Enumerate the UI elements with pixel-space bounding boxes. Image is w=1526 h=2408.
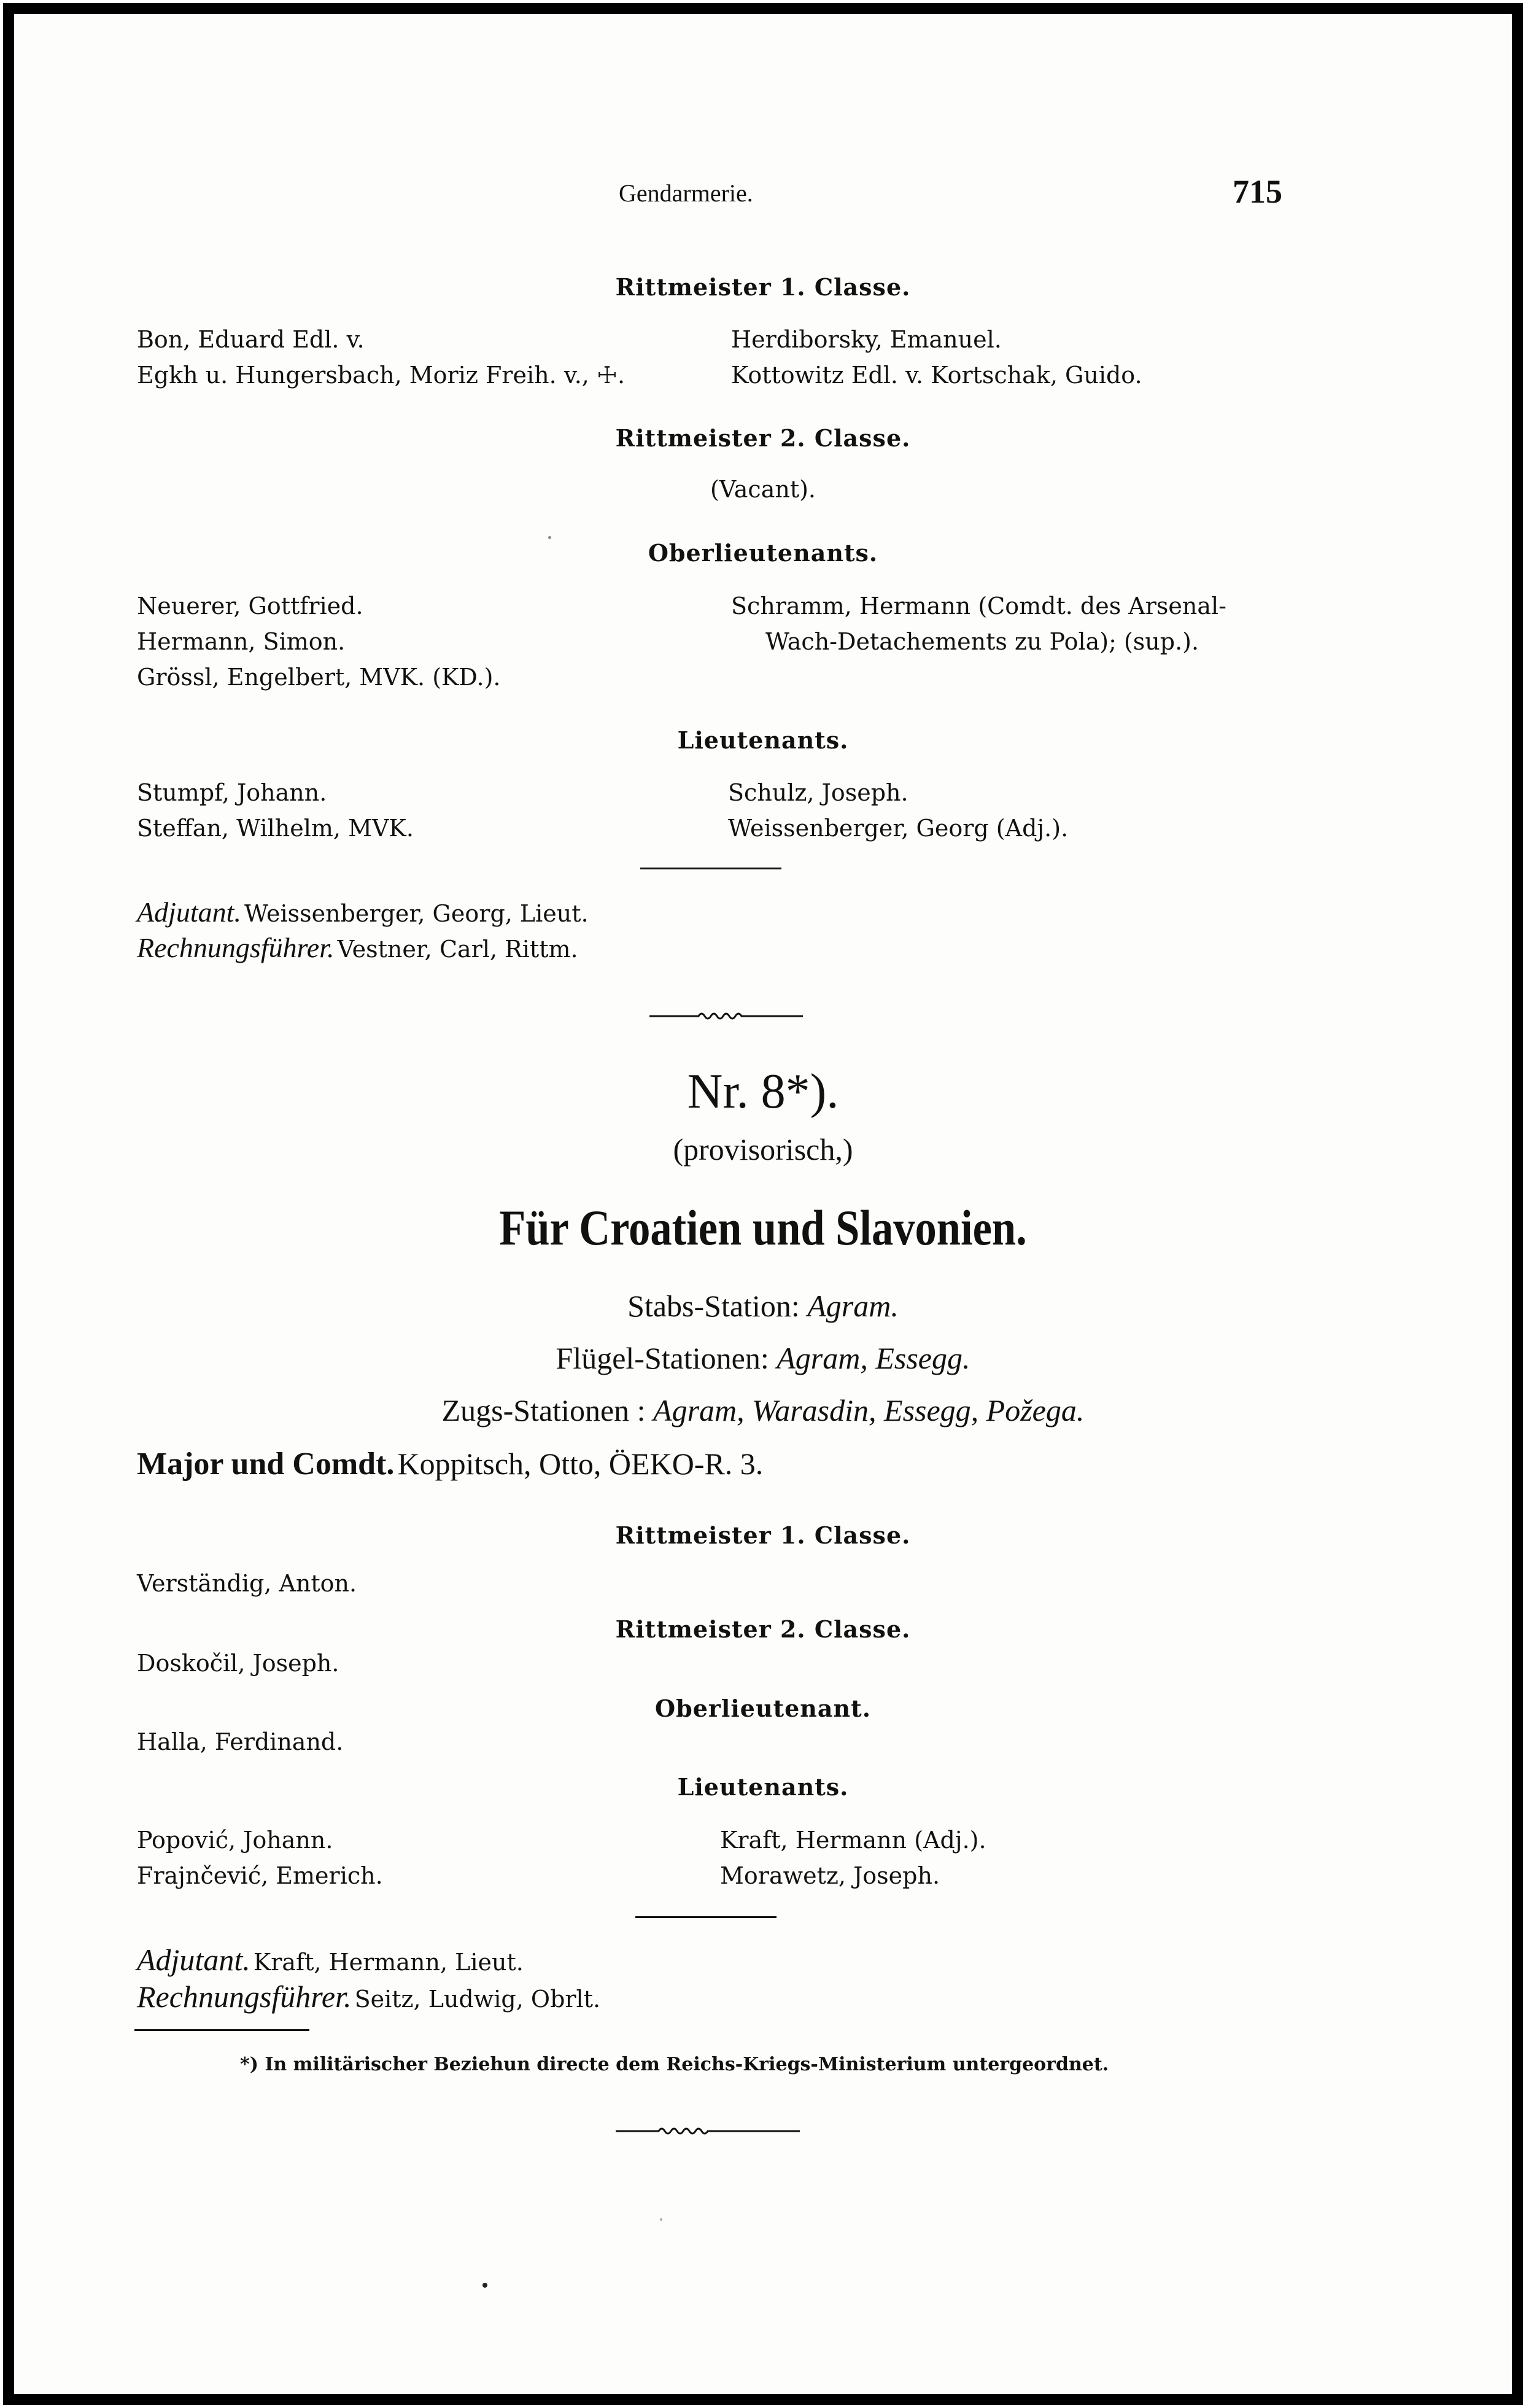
list-item: Schramm, Hermann (Comdt. des Arsenal- <box>731 592 1227 619</box>
stabs-label: Stabs-Station: <box>627 1289 800 1323</box>
major-value: Koppitsch, Otto, ÖEKO-R. 3. <box>397 1447 764 1481</box>
heading-rittmeister-1: Rittmeister 1. Classe. <box>615 1521 911 1549</box>
fluegel-label: Flügel-Stationen: <box>556 1341 769 1375</box>
major-label: Major und Comdt. <box>137 1447 395 1482</box>
list-item: Schulz, Joseph. <box>728 779 908 806</box>
running-header: Gendarmerie. <box>619 179 753 207</box>
page-number: 715 <box>1233 173 1282 210</box>
adjutant-label: Adjutant. <box>137 1943 250 1977</box>
list-item: Stumpf, Johann. <box>137 779 327 806</box>
rechnungsfuehrer-label: Rechnungsführer. <box>137 1979 352 2014</box>
adjutant-value: Kraft, Hermann, Lieut. <box>253 1949 524 1976</box>
ink-speck <box>660 2218 662 2221</box>
fluegel-stationen <box>14 1340 1512 1376</box>
footnote-rule <box>134 2029 309 2031</box>
vacant-note: (Vacant). <box>710 476 816 503</box>
fluegel-value: Agram, Essegg. <box>777 1341 970 1375</box>
list-item: Grössl, Engelbert, MVK. (KD.). <box>137 664 501 691</box>
section-number: Nr. 8*). <box>687 1065 839 1119</box>
zugs-value: Agram, Warasdin, Essegg, Požega. <box>653 1393 1085 1427</box>
adjutant-line <box>137 1942 524 1978</box>
zugs-label: Zugs-Stationen : <box>441 1393 646 1427</box>
page-border <box>3 3 1523 2405</box>
list-item: Herdiborsky, Emanuel. <box>731 326 1002 353</box>
ink-speck <box>482 2283 487 2288</box>
rechnungsfuehrer-line <box>137 1979 600 2014</box>
ink-speck <box>548 536 551 539</box>
stabs-station <box>14 1288 1512 1324</box>
list-item: Steffan, Wilhelm, MVK. <box>137 815 414 842</box>
rechnungsfuehrer-line <box>137 931 578 964</box>
heading-lieutenants: Lieutenants. <box>677 1773 849 1801</box>
zugs-stationen <box>14 1392 1512 1428</box>
provisional-note: (provisorisch,) <box>673 1132 853 1167</box>
adjutant-label: Adjutant. <box>137 896 241 928</box>
divider <box>640 868 781 869</box>
major-line <box>137 1446 763 1482</box>
divider <box>635 1916 777 1918</box>
list-item: Morawetz, Joseph. <box>720 1862 940 1889</box>
adjutant-value: Weissenberger, Georg, Lieut. <box>244 900 589 927</box>
wavy-divider <box>616 2124 800 2138</box>
wavy-divider <box>649 1009 803 1023</box>
document-page <box>14 14 1512 2394</box>
rechnungsfuehrer-label: Rechnungsführer. <box>137 932 335 963</box>
heading-rittmeister-2: Rittmeister 2. Classe. <box>615 424 911 452</box>
list-item: Egkh u. Hungersbach, Moriz Freih. v., ☩. <box>137 362 626 389</box>
list-item: Wach-Detachements zu Pola); (sup.). <box>765 628 1199 655</box>
list-item: Neuerer, Gottfried. <box>137 592 363 619</box>
rechnungsfuehrer-value: Vestner, Carl, Rittm. <box>337 936 578 963</box>
list-item: Frajnčević, Emerich. <box>137 1862 383 1889</box>
adjutant-line <box>137 896 589 928</box>
list-item: Verständig, Anton. <box>137 1570 357 1597</box>
heading-oberlieutenant: Oberlieutenant. <box>655 1695 871 1722</box>
heading-lieutenants: Lieutenants. <box>677 726 849 754</box>
heading-rittmeister-1: Rittmeister 1. Classe. <box>615 273 911 301</box>
list-item: Halla, Ferdinand. <box>137 1728 344 1755</box>
heading-oberlieutenants: Oberlieutenants. <box>648 539 878 567</box>
footnote: *) In militärischer Beziehun directe dem Reichs-Kriegs-Ministerium untergeordnet. <box>240 2054 1109 2075</box>
list-item: Doskočil, Joseph. <box>137 1650 339 1677</box>
stabs-value: Agram. <box>807 1289 899 1323</box>
heading-rittmeister-2: Rittmeister 2. Classe. <box>615 1615 911 1643</box>
section-title: Für Croatien und Slavonien. <box>499 1200 1027 1256</box>
list-item: Hermann, Simon. <box>137 628 346 655</box>
list-item: Bon, Eduard Edl. v. <box>137 326 365 353</box>
list-item: Kottowitz Edl. v. Kortschak, Guido. <box>731 362 1142 389</box>
list-item: Weissenberger, Georg (Adj.). <box>728 815 1069 842</box>
rechnungsfuehrer-value: Seitz, Ludwig, Obrlt. <box>354 1986 601 2013</box>
list-item: Popović, Johann. <box>137 1827 333 1854</box>
list-item: Kraft, Hermann (Adj.). <box>720 1827 986 1854</box>
